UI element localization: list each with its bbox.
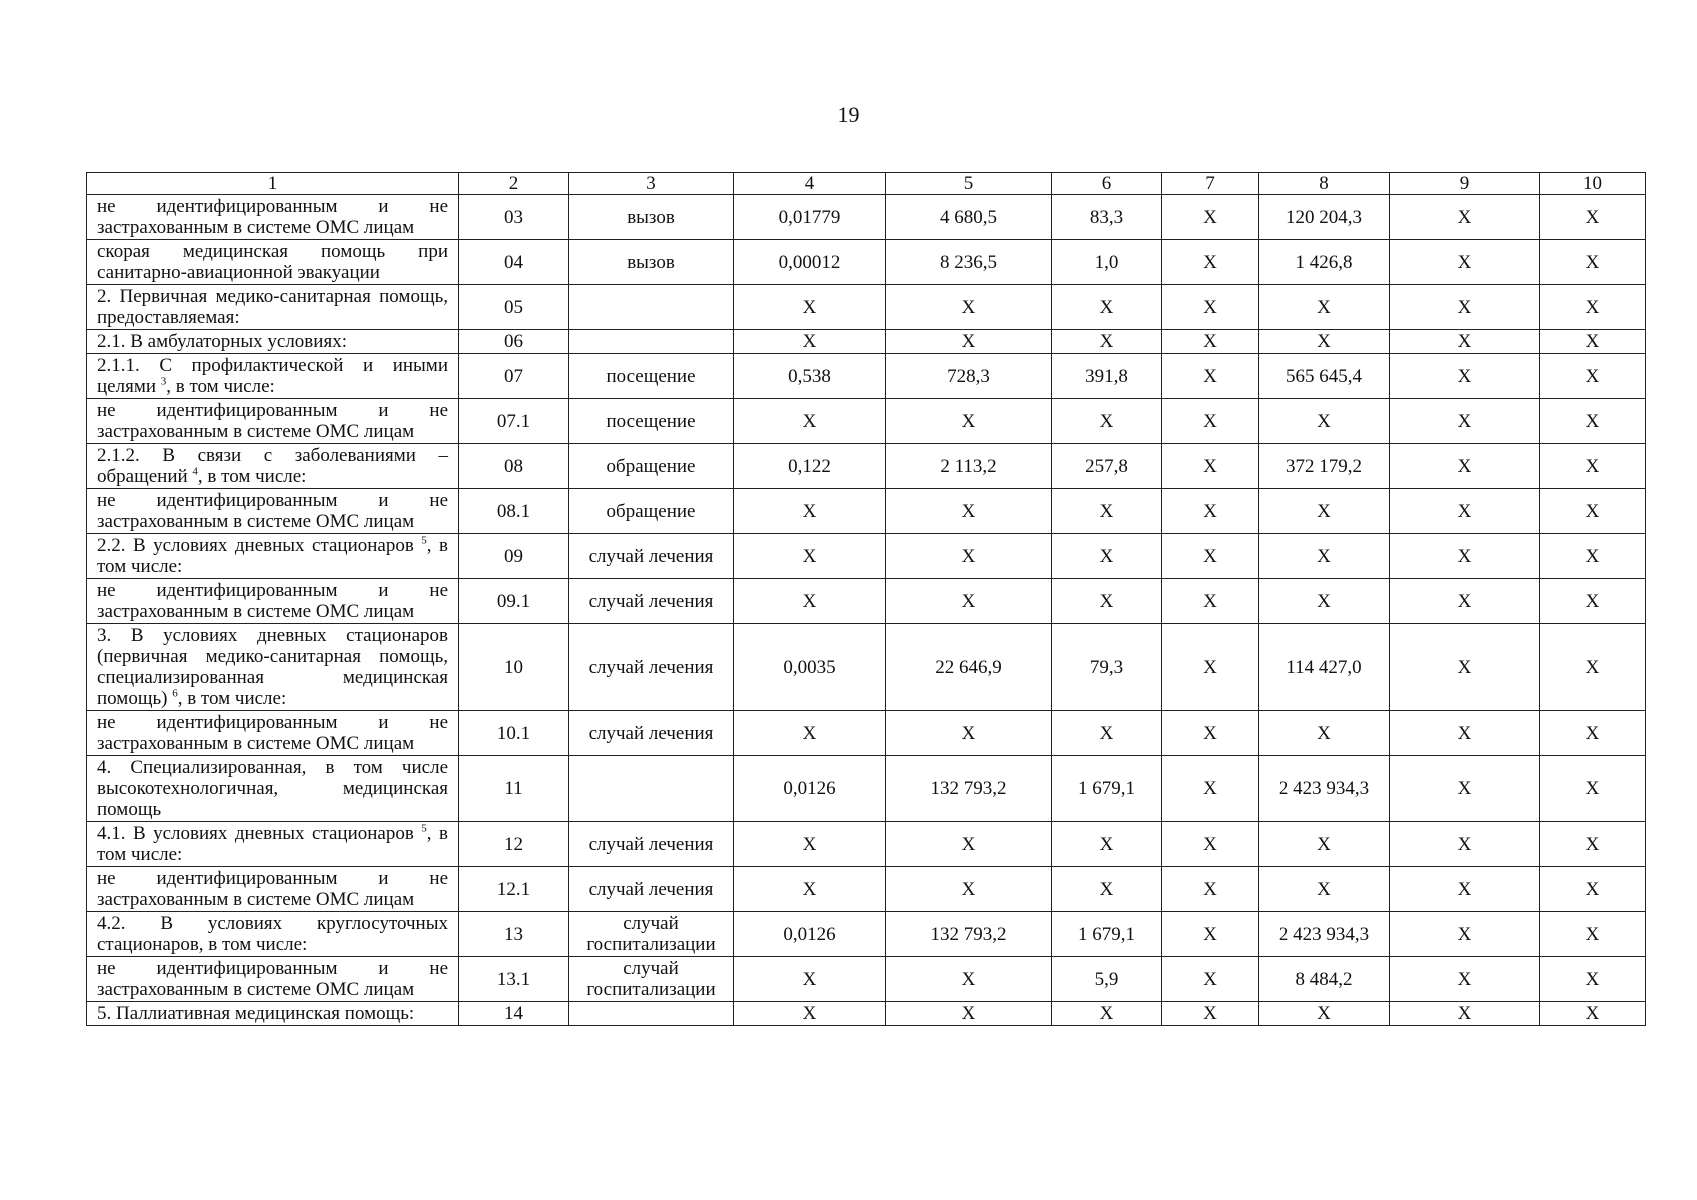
value-cell-col10: X <box>1540 195 1646 240</box>
value-cell-col8: X <box>1259 1002 1390 1026</box>
row-label: не идентифицированным и не застрахованным в системе ОМС лицам <box>97 868 448 910</box>
table-row <box>87 330 1646 354</box>
value-cell-col6: X <box>1052 822 1162 867</box>
value-cell-col4: X <box>734 579 886 624</box>
value-cell-col10: X <box>1540 240 1646 285</box>
value-cell-col5: X <box>886 711 1052 756</box>
value-cell-col5: 132 793,2 <box>886 756 1052 822</box>
unit-cell: обращение <box>569 489 734 534</box>
unit-cell <box>569 285 734 330</box>
value-cell-col7: X <box>1162 711 1259 756</box>
row-label-cell <box>87 399 459 444</box>
unit-cell <box>569 756 734 822</box>
row-label-cell <box>87 711 459 756</box>
value-cell-col6: 1 679,1 <box>1052 756 1162 822</box>
value-cell-col4: 0,0126 <box>734 756 886 822</box>
value-cell-col10: X <box>1540 912 1646 957</box>
value-cell-col7: X <box>1162 912 1259 957</box>
value-cell-col10: X <box>1540 534 1646 579</box>
value-cell-col5: 4 680,5 <box>886 195 1052 240</box>
value-cell-col8: 1 426,8 <box>1259 240 1390 285</box>
value-cell-col8: X <box>1259 822 1390 867</box>
value-cell-col8: 2 423 934,3 <box>1259 756 1390 822</box>
value-cell-col8: 8 484,2 <box>1259 957 1390 1002</box>
unit-cell <box>569 1002 734 1026</box>
value-cell-col10: X <box>1540 330 1646 354</box>
value-cell-col5: X <box>886 579 1052 624</box>
value-cell-col5: 8 236,5 <box>886 240 1052 285</box>
value-cell-col6: X <box>1052 489 1162 534</box>
value-cell-col10: X <box>1540 399 1646 444</box>
value-cell-col4: X <box>734 534 886 579</box>
row-label: не идентифицированным и не застрахованным в системе ОМС лицам <box>97 400 448 442</box>
value-cell-col6: X <box>1052 399 1162 444</box>
value-cell-col7: X <box>1162 195 1259 240</box>
value-cell-col4: 0,01779 <box>734 195 886 240</box>
row-label: 3. В условиях дневных стационаров (первичная медико-санитарная помощь, специализированная медицинская помощь) <box>97 625 448 709</box>
column-number-row <box>87 173 1646 195</box>
value-cell-col7: X <box>1162 330 1259 354</box>
row-label: не идентифицированным и не застрахованным в системе ОМС лицам <box>97 490 448 532</box>
value-cell-col10: X <box>1540 822 1646 867</box>
row-code-cell: 03 <box>459 195 569 240</box>
value-cell-col7: X <box>1162 756 1259 822</box>
value-cell-col5: X <box>886 822 1052 867</box>
row-label-suffix: , в том числе: <box>97 535 448 577</box>
column-number-cell: 2 <box>459 173 569 195</box>
column-number-cell: 8 <box>1259 173 1390 195</box>
footnote-marker: 5 <box>421 534 427 547</box>
unit-cell: вызов <box>569 240 734 285</box>
table-body <box>87 173 1646 1026</box>
unit-cell: случай лечения <box>569 822 734 867</box>
value-cell-col6: X <box>1052 579 1162 624</box>
value-cell-col9: X <box>1390 867 1540 912</box>
column-number-cell: 5 <box>886 173 1052 195</box>
unit-cell: обращение <box>569 444 734 489</box>
value-cell-col4: X <box>734 711 886 756</box>
unit-cell <box>569 330 734 354</box>
value-cell-col7: X <box>1162 579 1259 624</box>
footnote-marker: 5 <box>421 822 427 835</box>
value-cell-col8: X <box>1259 489 1390 534</box>
table-row <box>87 957 1646 1002</box>
column-number-cell: 6 <box>1052 173 1162 195</box>
value-cell-col4: X <box>734 1002 886 1026</box>
value-cell-col9: X <box>1390 1002 1540 1026</box>
row-label: 2. Первичная медико-санитарная помощь, предоставляемая: <box>97 286 448 328</box>
row-label-cell <box>87 285 459 330</box>
row-code-cell: 08 <box>459 444 569 489</box>
row-code-cell: 10 <box>459 624 569 711</box>
table-row <box>87 285 1646 330</box>
unit-cell: посещение <box>569 399 734 444</box>
row-label: не идентифицированным и не застрахованным в системе ОМС лицам <box>97 958 448 1000</box>
value-cell-col7: X <box>1162 489 1259 534</box>
row-code-cell: 07 <box>459 354 569 399</box>
value-cell-col4: X <box>734 399 886 444</box>
value-cell-col9: X <box>1390 489 1540 534</box>
row-label-cell <box>87 867 459 912</box>
row-label: не идентифицированным и не застрахованным в системе ОМС лицам <box>97 580 448 622</box>
column-number-cell: 9 <box>1390 173 1540 195</box>
value-cell-col5: X <box>886 957 1052 1002</box>
value-cell-col5: X <box>886 489 1052 534</box>
unit-cell: случай лечения <box>569 579 734 624</box>
value-cell-col7: X <box>1162 822 1259 867</box>
row-label-suffix: , в том числе: <box>97 823 448 865</box>
value-cell-col10: X <box>1540 756 1646 822</box>
value-cell-col8: X <box>1259 711 1390 756</box>
unit-cell: случай лечения <box>569 624 734 711</box>
row-code-cell: 08.1 <box>459 489 569 534</box>
value-cell-col10: X <box>1540 711 1646 756</box>
table-row <box>87 756 1646 822</box>
row-label-cell <box>87 534 459 579</box>
value-cell-col6: X <box>1052 534 1162 579</box>
value-cell-col7: X <box>1162 399 1259 444</box>
column-number-cell: 3 <box>569 173 734 195</box>
value-cell-col6: X <box>1052 1002 1162 1026</box>
value-cell-col6: 1,0 <box>1052 240 1162 285</box>
value-cell-col5: 132 793,2 <box>886 912 1052 957</box>
value-cell-col10: X <box>1540 624 1646 711</box>
value-cell-col9: X <box>1390 534 1540 579</box>
value-cell-col9: X <box>1390 579 1540 624</box>
row-label-cell <box>87 240 459 285</box>
table-row <box>87 240 1646 285</box>
column-number-cell: 7 <box>1162 173 1259 195</box>
column-number-cell: 1 <box>87 173 459 195</box>
value-cell-col9: X <box>1390 756 1540 822</box>
value-cell-col6: X <box>1052 330 1162 354</box>
row-label: 4.2. В условиях круглосуточных стационаров, в том числе: <box>97 913 448 955</box>
unit-cell: вызов <box>569 195 734 240</box>
row-label: 5. Паллиативная медицинская помощь: <box>97 1003 415 1024</box>
value-cell-col8: X <box>1259 534 1390 579</box>
row-code-cell: 11 <box>459 756 569 822</box>
row-label-cell <box>87 354 459 399</box>
value-cell-col9: X <box>1390 240 1540 285</box>
value-cell-col9: X <box>1390 330 1540 354</box>
value-cell-col7: X <box>1162 534 1259 579</box>
unit-cell: случай госпитализации <box>569 957 734 1002</box>
row-code-cell: 13 <box>459 912 569 957</box>
row-label-cell <box>87 756 459 822</box>
table-row <box>87 579 1646 624</box>
row-code-cell: 12.1 <box>459 867 569 912</box>
value-cell-col8: 2 423 934,3 <box>1259 912 1390 957</box>
value-cell-col8: X <box>1259 579 1390 624</box>
value-cell-col8: 372 179,2 <box>1259 444 1390 489</box>
column-number-cell: 4 <box>734 173 886 195</box>
row-label: не идентифицированным и не застрахованным в системе ОМС лицам <box>97 196 448 238</box>
row-label: 2.1.2. В связи с заболеваниями – обращений <box>97 445 448 487</box>
row-label-cell <box>87 822 459 867</box>
value-cell-col10: X <box>1540 867 1646 912</box>
value-cell-col4: X <box>734 330 886 354</box>
value-cell-col4: 0,0126 <box>734 912 886 957</box>
value-cell-col4: X <box>734 489 886 534</box>
value-cell-col9: X <box>1390 354 1540 399</box>
table-row <box>87 624 1646 711</box>
value-cell-col10: X <box>1540 579 1646 624</box>
unit-cell: случай лечения <box>569 711 734 756</box>
row-label-cell <box>87 444 459 489</box>
value-cell-col6: 391,8 <box>1052 354 1162 399</box>
row-label-cell <box>87 330 459 354</box>
value-cell-col4: 0,538 <box>734 354 886 399</box>
value-cell-col5: 2 113,2 <box>886 444 1052 489</box>
row-label: 2.1.1. С профилактической и иными целями <box>97 355 448 397</box>
row-label-suffix: , в том числе: <box>197 466 307 487</box>
value-cell-col6: X <box>1052 867 1162 912</box>
row-code-cell: 05 <box>459 285 569 330</box>
row-label: скорая медицинская помощь при санитарно-авиационной эвакуации <box>97 241 448 283</box>
value-cell-col9: X <box>1390 624 1540 711</box>
value-cell-col7: X <box>1162 1002 1259 1026</box>
unit-cell: случай лечения <box>569 867 734 912</box>
value-cell-col7: X <box>1162 354 1259 399</box>
value-cell-col6: 257,8 <box>1052 444 1162 489</box>
value-cell-col5: 728,3 <box>886 354 1052 399</box>
value-cell-col6: 5,9 <box>1052 957 1162 1002</box>
row-code-cell: 13.1 <box>459 957 569 1002</box>
table-row <box>87 867 1646 912</box>
table-row <box>87 912 1646 957</box>
value-cell-col4: 0,0035 <box>734 624 886 711</box>
row-code-cell: 14 <box>459 1002 569 1026</box>
row-code-cell: 07.1 <box>459 399 569 444</box>
unit-cell: посещение <box>569 354 734 399</box>
row-label: 2.1. В амбулаторных условиях: <box>97 331 347 352</box>
value-cell-col10: X <box>1540 957 1646 1002</box>
table-row <box>87 534 1646 579</box>
value-cell-col9: X <box>1390 822 1540 867</box>
value-cell-col7: X <box>1162 285 1259 330</box>
row-label-cell <box>87 912 459 957</box>
row-label-cell <box>87 579 459 624</box>
table-row <box>87 399 1646 444</box>
value-cell-col7: X <box>1162 867 1259 912</box>
value-cell-col10: X <box>1540 489 1646 534</box>
value-cell-col9: X <box>1390 957 1540 1002</box>
footnote-marker: 4 <box>192 465 198 478</box>
value-cell-col9: X <box>1390 195 1540 240</box>
table-row <box>87 711 1646 756</box>
value-cell-col7: X <box>1162 957 1259 1002</box>
row-label-cell <box>87 195 459 240</box>
row-label: 4.1. В условиях дневных стационаров <box>97 823 414 844</box>
value-cell-col8: 114 427,0 <box>1259 624 1390 711</box>
value-cell-col8: 565 645,4 <box>1259 354 1390 399</box>
value-cell-col6: 83,3 <box>1052 195 1162 240</box>
value-cell-col10: X <box>1540 285 1646 330</box>
row-code-cell: 10.1 <box>459 711 569 756</box>
footnote-marker: 3 <box>160 375 167 388</box>
unit-cell: случай госпитализации <box>569 912 734 957</box>
row-label-suffix: , в том числе: <box>166 376 275 397</box>
value-cell-col9: X <box>1390 444 1540 489</box>
value-cell-col8: X <box>1259 330 1390 354</box>
value-cell-col4: X <box>734 867 886 912</box>
value-cell-col4: X <box>734 822 886 867</box>
row-code-cell: 04 <box>459 240 569 285</box>
table-row <box>87 444 1646 489</box>
value-cell-col7: X <box>1162 240 1259 285</box>
row-code-cell: 12 <box>459 822 569 867</box>
row-label-cell <box>87 489 459 534</box>
page-number: 19 <box>837 102 860 127</box>
row-label: не идентифицированным и не застрахованным в системе ОМС лицам <box>97 712 448 754</box>
value-cell-col8: X <box>1259 399 1390 444</box>
value-cell-col9: X <box>1390 912 1540 957</box>
value-cell-col6: X <box>1052 285 1162 330</box>
value-cell-col4: X <box>734 285 886 330</box>
value-cell-col6: 79,3 <box>1052 624 1162 711</box>
value-cell-col5: X <box>886 534 1052 579</box>
unit-cell: случай лечения <box>569 534 734 579</box>
value-cell-col10: X <box>1540 444 1646 489</box>
value-cell-col6: X <box>1052 711 1162 756</box>
value-cell-col8: 120 204,3 <box>1259 195 1390 240</box>
value-cell-col7: X <box>1162 444 1259 489</box>
value-cell-col9: X <box>1390 285 1540 330</box>
value-cell-col9: X <box>1390 399 1540 444</box>
value-cell-col4: X <box>734 957 886 1002</box>
value-cell-col6: 1 679,1 <box>1052 912 1162 957</box>
row-code-cell: 09.1 <box>459 579 569 624</box>
data-table <box>86 172 1646 1026</box>
row-label-cell <box>87 624 459 711</box>
value-cell-col4: 0,122 <box>734 444 886 489</box>
row-label: 4. Специализированная, в том числе высокотехнологичная, медицинская помощь <box>97 757 448 820</box>
value-cell-col10: X <box>1540 354 1646 399</box>
value-cell-col5: 22 646,9 <box>886 624 1052 711</box>
row-code-cell: 06 <box>459 330 569 354</box>
value-cell-col7: X <box>1162 624 1259 711</box>
row-label-suffix: , в том числе: <box>177 688 287 709</box>
row-code-cell: 09 <box>459 534 569 579</box>
footnote-marker: 6 <box>172 687 178 700</box>
row-label-cell <box>87 957 459 1002</box>
table-row <box>87 822 1646 867</box>
value-cell-col8: X <box>1259 867 1390 912</box>
value-cell-col10: X <box>1540 1002 1646 1026</box>
row-label-cell <box>87 1002 459 1026</box>
value-cell-col5: X <box>886 285 1052 330</box>
value-cell-col5: X <box>886 1002 1052 1026</box>
value-cell-col5: X <box>886 330 1052 354</box>
value-cell-col4: 0,00012 <box>734 240 886 285</box>
table-row <box>87 489 1646 534</box>
column-number-cell: 10 <box>1540 173 1646 195</box>
table-row <box>87 354 1646 399</box>
table-row <box>87 195 1646 240</box>
table-row <box>87 1002 1646 1026</box>
value-cell-col5: X <box>886 867 1052 912</box>
row-label: 2.2. В условиях дневных стационаров <box>97 535 414 556</box>
value-cell-col5: X <box>886 399 1052 444</box>
value-cell-col8: X <box>1259 285 1390 330</box>
value-cell-col9: X <box>1390 711 1540 756</box>
